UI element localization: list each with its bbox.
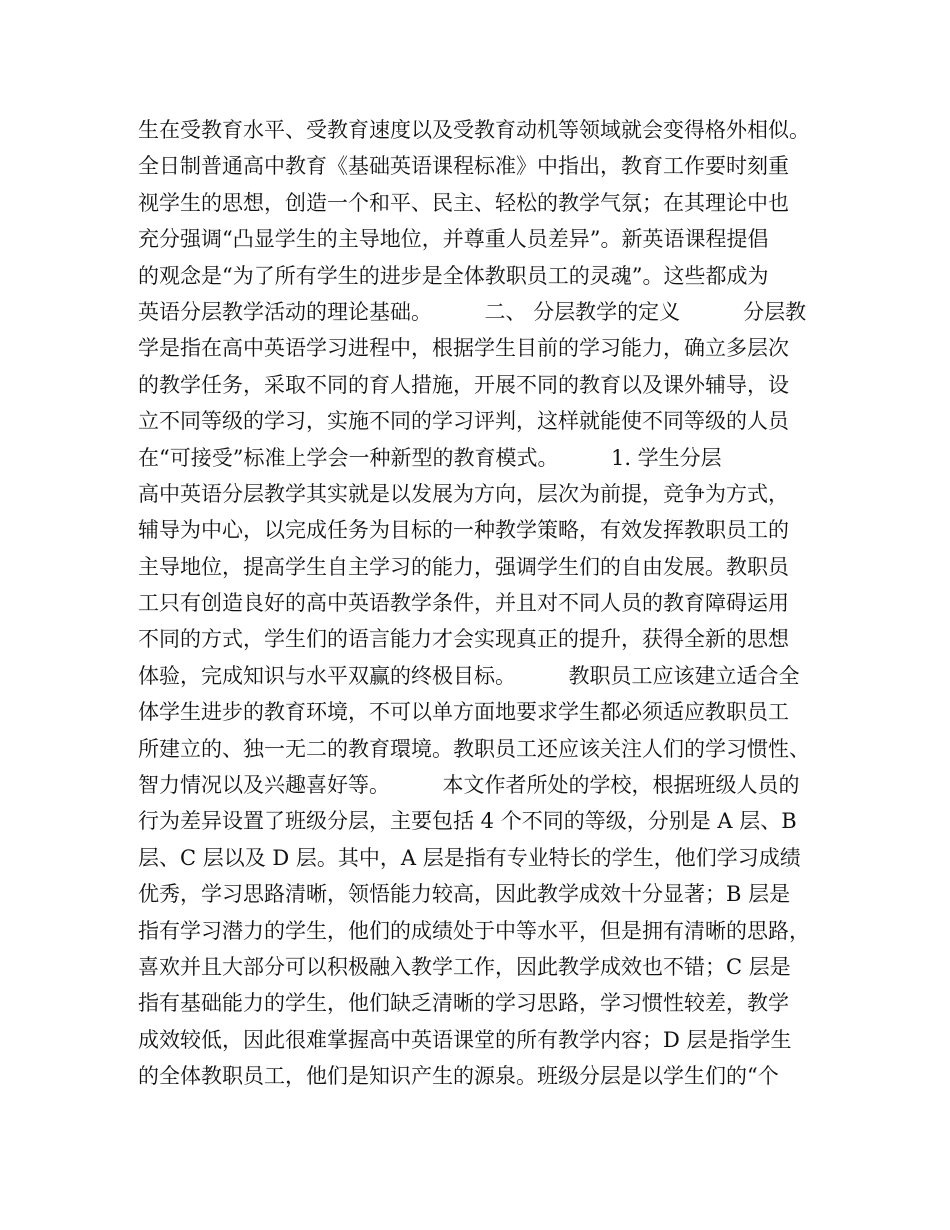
text-line: 立不同等级的学习，实施不同的学习评判，这样就能使不同等级的人员 <box>138 409 789 434</box>
text-line: 工只有创造良好的高中英语教学条件，并且对不同人员的教育障碍运用 <box>138 591 789 616</box>
text-line: 体学生进步的教育环境，不可以单方面地要求学生都必须适应教职员工 <box>138 700 789 725</box>
text-line: 视学生的思想，创造一个和平、民主、轻松的教学气氛；在其理论中也 <box>138 190 789 215</box>
text-line: 喜欢并且大部分可以积极融入教学工作，因此教学成效也不错；C 层是 <box>138 954 791 979</box>
text-line: 智力情况以及兴趣喜好等。 本文作者所处的学校，根据班级人员的 <box>138 773 800 798</box>
text-line: 指有学习潜力的学生，他们的成绩处于中等水平，但是拥有清晰的思路， <box>138 918 810 943</box>
text-line: 成效较低，因此很难掌握高中英语课堂的所有教学内容；D 层是指学生 <box>138 1027 792 1052</box>
text-line: 的教学任务，采取不同的育人措施，开展不同的教育以及课外辅导，设 <box>138 372 789 397</box>
text-line: 学是指在高中英语学习进程中，根据学生目前的学习能力，确立多层次 <box>138 336 789 361</box>
text-line: 所建立的、独一无二的教育環境。教职员工还应该关注人们的学习惯性、 <box>138 736 810 761</box>
text-line: 全日制普通高中教育《基础英语课程标准》中指出，教育工作要时刻重 <box>138 154 789 179</box>
text-line: 体验，完成知识与水平双赢的终极目标。 教职员工应该建立适合全 <box>138 663 800 688</box>
text-line: 的全体教职员工，他们是知识产生的源泉。班级分层是以学生们的“个 <box>138 1064 779 1089</box>
text-line: 层、C 层以及 D 层。其中，A 层是指有专业特长的学生，他们学习成绩 <box>138 845 801 870</box>
text-line: 不同的方式，学生们的语言能力才会实现真正的提升，获得全新的思想 <box>138 627 789 652</box>
text-line: 主导地位，提高学生自主学习的能力，强调学生们的自由发展。教职员 <box>138 554 789 579</box>
text-line: 优秀，学习思路清晰，领悟能力较高，因此教学成效十分显著；B 层是 <box>138 882 791 907</box>
text-line: 充分强调“凸显学生的主导地位，并尊重人员差异”。新英语课程提倡 <box>138 227 769 252</box>
text-line: 高中英语分层教学其实就是以发展为方向，层次为前提，竞争为方式， <box>138 481 789 506</box>
text-line: 英语分层教学活动的理论基础。 二、 分层教学的定义 分层教 <box>138 299 807 324</box>
text-line: 辅导为中心，以完成任务为目标的一种教学策略，有效发挥教职员工的 <box>138 518 789 543</box>
text-line: 生在受教育水平、受教育速度以及受教育动机等领域就会变得格外相似。 <box>138 118 810 142</box>
text-line: 指有基础能力的学生，他们缺乏清晰的学习思路，学习惯性较差，教学 <box>138 991 789 1016</box>
body-text <box>138 112 818 1095</box>
text-line: 行为差异设置了班级分层，主要包括 4 个不同的等级，分别是 A 层、B <box>138 809 797 834</box>
text-line: 的观念是“为了所有学生的进步是全体教职员工的灵魂”。这些都成为 <box>138 263 769 288</box>
text-line: 在“可接受”标准上学会一种新型的教育模式。 1. 学生分层 <box>138 445 722 470</box>
